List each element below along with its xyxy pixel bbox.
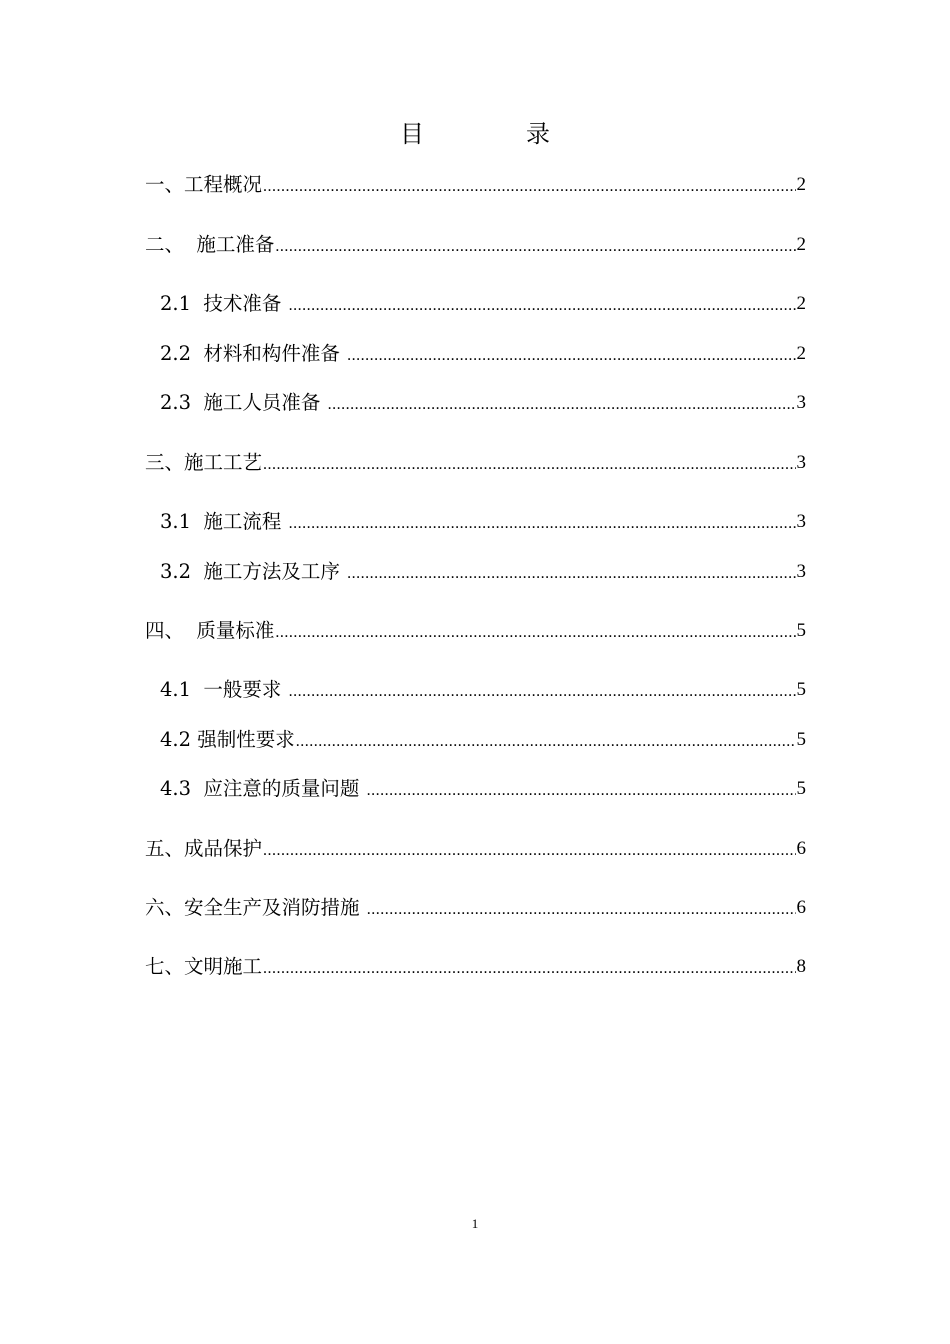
- toc-entry-page: 5: [796, 679, 806, 700]
- toc-leader-dots: [367, 780, 796, 802]
- toc-entry-page: 3: [796, 561, 806, 582]
- toc-entry-4[interactable]: [145, 614, 806, 644]
- toc-entry-3-2[interactable]: [160, 555, 806, 585]
- toc-entry-label: 六、安全生产及消防措施: [145, 896, 366, 919]
- toc-entry-label: 五、成品保护: [145, 837, 263, 860]
- toc-entry-4-1[interactable]: [160, 673, 806, 703]
- toc-entry-label: 3.2 施工方法及工序: [160, 560, 347, 583]
- toc-entry-1[interactable]: [145, 168, 806, 198]
- toc-entry-label: 四、 质量标准: [145, 619, 275, 642]
- page-number: 1: [471, 1216, 479, 1231]
- toc-entry-page: 5: [796, 620, 806, 641]
- toc-leader-dots: [263, 958, 795, 980]
- toc-leader-dots: [263, 454, 795, 476]
- toc-leader-dots: [328, 394, 796, 416]
- toc-entry-page: 6: [796, 897, 806, 918]
- toc-title-part1: 目: [400, 120, 424, 148]
- toc-leader-dots: [289, 295, 796, 317]
- toc-entry-3[interactable]: [145, 446, 806, 476]
- toc-entry-label: 3.1 施工流程: [160, 510, 288, 533]
- toc-entry-page: 8: [796, 956, 806, 977]
- toc-leader-dots: [275, 236, 795, 258]
- toc-entry-label: 2.1 技术准备: [160, 292, 288, 315]
- toc-entry-page: 2: [796, 293, 806, 314]
- toc-entry-4-3[interactable]: [160, 772, 806, 802]
- toc-entry-2-3[interactable]: [160, 386, 806, 416]
- toc-entry-page: 2: [796, 234, 806, 255]
- toc-entry-4-2[interactable]: [160, 723, 806, 753]
- toc-entry-page: 5: [796, 778, 806, 799]
- toc-title-part2: 录: [526, 120, 550, 148]
- toc-leader-dots: [275, 622, 795, 644]
- toc-entry-label: 2.2 材料和构件准备: [160, 342, 347, 365]
- toc-entry-label: 2.3 施工人员准备: [160, 391, 327, 414]
- toc-entry-label: 4.3 应注意的质量问题: [160, 777, 366, 800]
- toc-entry-page: 3: [796, 452, 806, 473]
- toc-entry-page: 3: [796, 392, 806, 413]
- toc-entry-2[interactable]: [145, 228, 806, 258]
- toc-entry-5[interactable]: [145, 832, 806, 862]
- toc-entry-page: 2: [796, 343, 806, 364]
- toc-entry-label: 4.2 强制性要求: [160, 728, 295, 751]
- toc-leader-dots: [347, 563, 795, 585]
- toc-entry-label: 三、施工工艺: [145, 451, 263, 474]
- toc-entry-3-1[interactable]: [160, 505, 806, 535]
- toc-entry-page: 5: [796, 729, 806, 750]
- toc-entry-label: 七、文明施工: [145, 955, 263, 978]
- toc-leader-dots: [289, 513, 796, 535]
- toc-leader-dots: [347, 345, 795, 367]
- toc-entry-6[interactable]: [145, 891, 806, 921]
- toc-entry-page: 3: [796, 511, 806, 532]
- toc-entry-label: 二、 施工准备: [145, 233, 275, 256]
- toc-entry-page: 6: [796, 838, 806, 859]
- toc-entry-2-1[interactable]: [160, 287, 806, 317]
- toc-entry-7[interactable]: [145, 950, 806, 980]
- toc-entry-label: 4.1 一般要求: [160, 678, 288, 701]
- toc-leader-dots: [367, 899, 796, 921]
- toc-leader-dots: [263, 176, 795, 198]
- toc-entry-label: 一、工程概况: [145, 173, 263, 196]
- toc-leader-dots: [296, 731, 796, 753]
- toc-leader-dots: [289, 681, 796, 703]
- toc-entry-2-2[interactable]: [160, 337, 806, 367]
- toc-entry-page: 2: [796, 174, 806, 195]
- toc-leader-dots: [263, 840, 795, 862]
- toc-title: [0, 116, 950, 156]
